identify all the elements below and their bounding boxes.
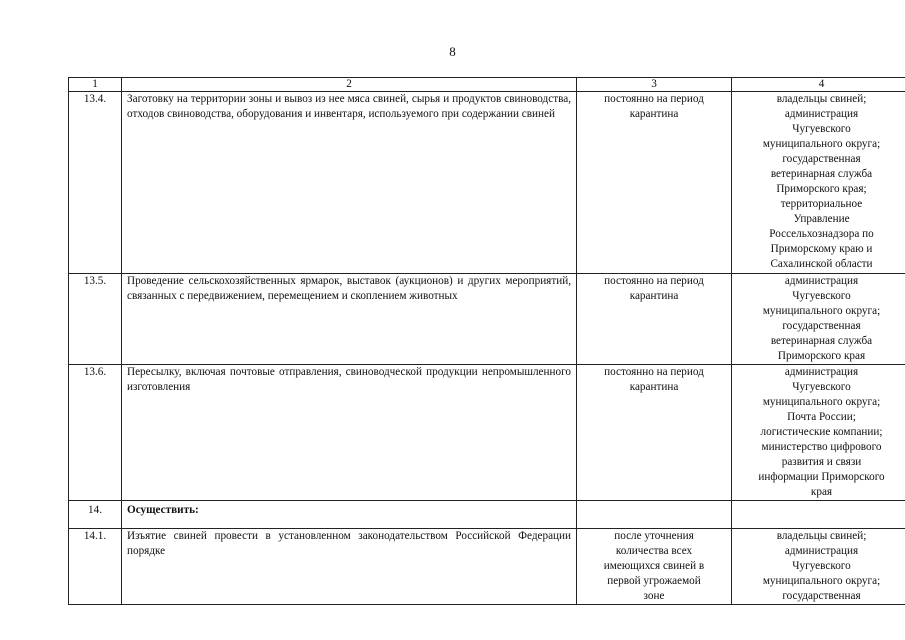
responsible-line: владельцы свиней;: [776, 530, 867, 542]
row-action: Пересылку, включая почтовые отправления, свиноводческой продукции непромышленного изготовления: [122, 365, 577, 501]
row-action: Проведение сельскохозяйственных ярмарок, выставок (аукционов) и других мероприятий, связанных с передвижением, перемещением и скоплением животных: [122, 274, 577, 365]
period-line: первой угрожаемой: [607, 575, 701, 587]
row-number: 13.5.: [69, 274, 122, 365]
responsible-line: логистические компании;: [760, 426, 883, 438]
responsible-line: владельцы свиней;: [776, 93, 867, 105]
responsible-line: государственная: [782, 590, 861, 602]
column-header-2: 2: [122, 78, 577, 92]
responsible-line: муниципального округа;: [762, 396, 881, 408]
responsible-line: Приморского края;: [776, 183, 867, 195]
row-number: 14.1.: [69, 529, 122, 605]
responsible-line: муниципального округа;: [762, 305, 881, 317]
row-action-heading: Осуществить:: [122, 501, 577, 529]
row-action: Заготовку на территории зоны и вывоз из нее мяса свиней, сырья и продуктов свиноводства, отходов свиноводства, оборудования и инвентаря, используемого при содержании свиней: [122, 92, 577, 274]
row-responsible: [732, 365, 905, 501]
period-line: после уточнения: [614, 530, 694, 542]
period-line: зоне: [643, 590, 665, 602]
table-row: [69, 529, 905, 605]
page-number: 8: [449, 44, 456, 59]
row-period: постоянно на период карантина: [577, 274, 732, 365]
responsible-line: муниципального округа;: [762, 575, 881, 587]
table-row: [69, 365, 905, 501]
row-period: постоянно на период карантина: [577, 92, 732, 274]
table-row: [69, 92, 905, 274]
responsible-line: Чугуевского: [792, 290, 851, 302]
responsible-line: Россельхознадзора по: [769, 228, 874, 240]
responsible-line: муниципального округа;: [762, 138, 881, 150]
period-line: количества всех: [615, 545, 693, 557]
column-header-3: 3: [577, 78, 732, 92]
responsible-line: Чугуевского: [792, 123, 851, 135]
column-header-4: 4: [732, 78, 905, 92]
responsible-line: Почта России;: [787, 411, 856, 423]
responsible-line: Приморского края: [777, 350, 866, 362]
row-number: 13.4.: [69, 92, 122, 274]
row-number: 14.: [69, 501, 122, 529]
row-action: Изъятие свиней провести в установленном законодательством Российской Федерации порядке: [122, 529, 577, 605]
responsible-line: администрация: [784, 108, 859, 120]
responsible-line: ветеринарная служба: [770, 168, 873, 180]
responsible-line: информации Приморского: [758, 471, 885, 483]
responsible-line: государственная: [782, 320, 861, 332]
row-period: [577, 529, 732, 605]
period-line: имеющихся свиней в: [603, 560, 705, 572]
row-responsible: [732, 92, 905, 274]
table-row: [69, 501, 905, 529]
responsible-line: министерство цифрового: [761, 441, 882, 453]
measures-table: [68, 77, 905, 605]
table-row: [69, 274, 905, 365]
row-number: 13.6.: [69, 365, 122, 501]
table-header-row: [69, 78, 905, 92]
row-period: постоянно на период карантина: [577, 365, 732, 501]
row-responsible: [732, 274, 905, 365]
responsible-line: государственная: [782, 153, 861, 165]
row-responsible: [732, 529, 905, 605]
responsible-line: Чугуевского: [792, 381, 851, 393]
responsible-line: администрация: [784, 275, 859, 287]
column-header-1: 1: [69, 78, 122, 92]
row-period: [577, 501, 732, 529]
responsible-line: территориальное: [780, 198, 863, 210]
responsible-line: развития и связи: [781, 456, 862, 468]
row-responsible: [732, 501, 905, 529]
responsible-line: администрация: [784, 545, 859, 557]
responsible-line: ветеринарная служба: [770, 335, 873, 347]
responsible-line: Приморскому краю и: [770, 243, 873, 255]
responsible-line: Чугуевского: [792, 560, 851, 572]
responsible-line: администрация: [784, 366, 859, 378]
responsible-line: Сахалинской области: [770, 258, 873, 270]
responsible-line: Управление: [793, 213, 850, 225]
responsible-line: края: [810, 486, 833, 498]
